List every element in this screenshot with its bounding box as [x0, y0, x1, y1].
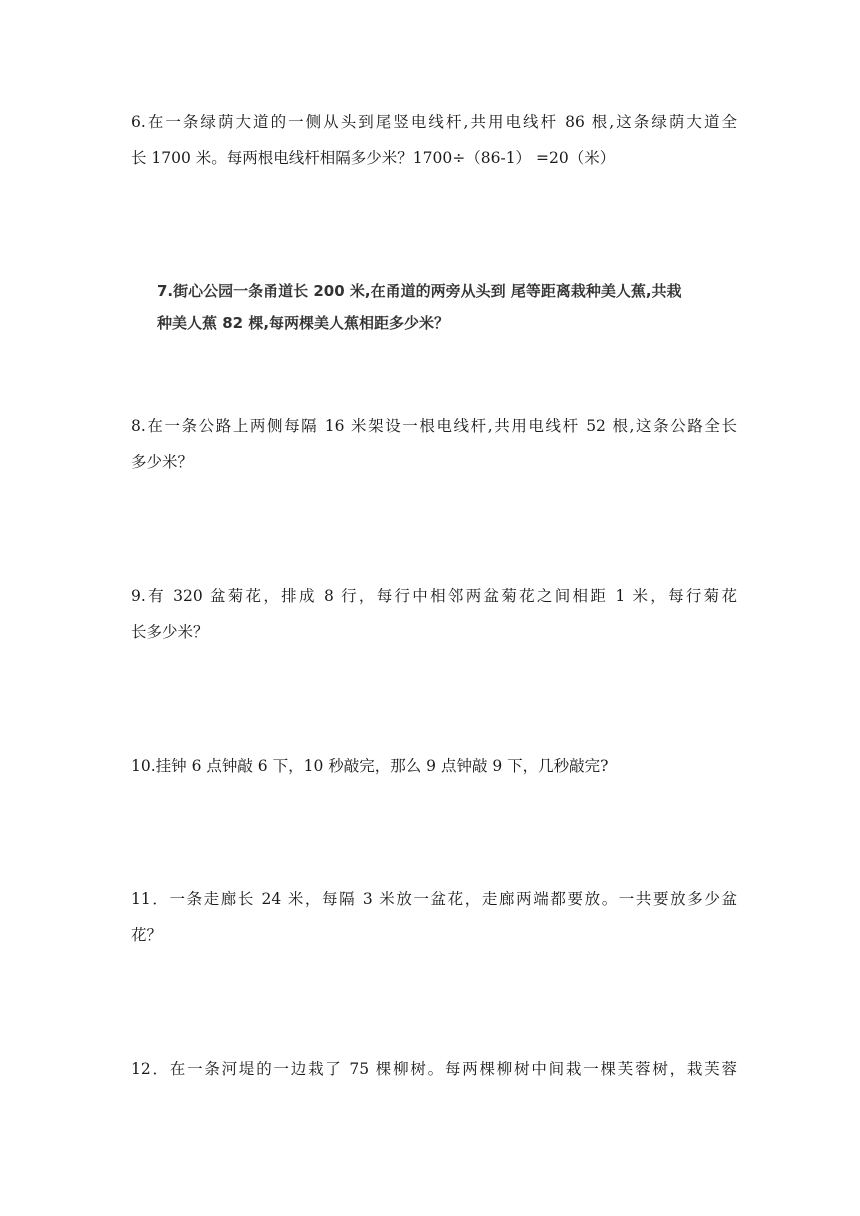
problem-6-line-1: 6.在一条绿荫大道的一侧从头到尾竖电线杆,共用电线杆 86 根,这条绿荫大道全	[131, 113, 737, 131]
problem-7-line-1: 7.街心公园一条甬道长 200 米,在甬道的两旁从头到 尾等距离栽种美人蕉,共栽	[157, 282, 682, 300]
problem-6-line-2: 长 1700 米。每两根电线杆相隔多少米？1700÷（86-1） =20（米）	[131, 149, 616, 167]
problem-7-scanned-image	[157, 275, 733, 339]
problem-12	[131, 1051, 737, 1087]
problem-8-line-1: 8.在一条公路上两侧每隔 16 米架设一根电线杆,共用电线杆 52 根,这条公路全长	[131, 417, 737, 435]
problem-9-line-1: 9.有 320 盆菊花，排成 8 行，每行中相邻两盆菊花之间相距 1 米，每行菊花	[131, 587, 737, 605]
problem-7-line-2: 种美人蕉 82 棵,每两棵美人蕉相距多少米？	[157, 314, 450, 332]
problem-11-line-2: 花？	[131, 926, 163, 944]
problem-8	[131, 408, 737, 480]
problem-9	[131, 578, 737, 650]
problem-6	[131, 104, 737, 176]
problem-10	[131, 748, 737, 784]
problem-11-line-1: 11．一条走廊长 24 米，每隔 3 米放一盆花，走廊两端都要放。一共要放多少盆	[131, 890, 737, 908]
problem-9-line-2: 长多少米？	[131, 623, 209, 641]
problem-8-line-2: 多少米？	[131, 453, 194, 471]
problem-11	[131, 881, 737, 953]
problem-12-line-1: 12．在一条河堤的一边栽了 75 棵柳树。每两棵柳树中间栽一棵芙蓉树，栽芙蓉	[131, 1060, 737, 1078]
problem-10-line-1: 10.挂钟 6 点钟敲 6 下，10 秒敲完，那么 9 点钟敲 9 下，几秒敲完?	[131, 757, 609, 775]
